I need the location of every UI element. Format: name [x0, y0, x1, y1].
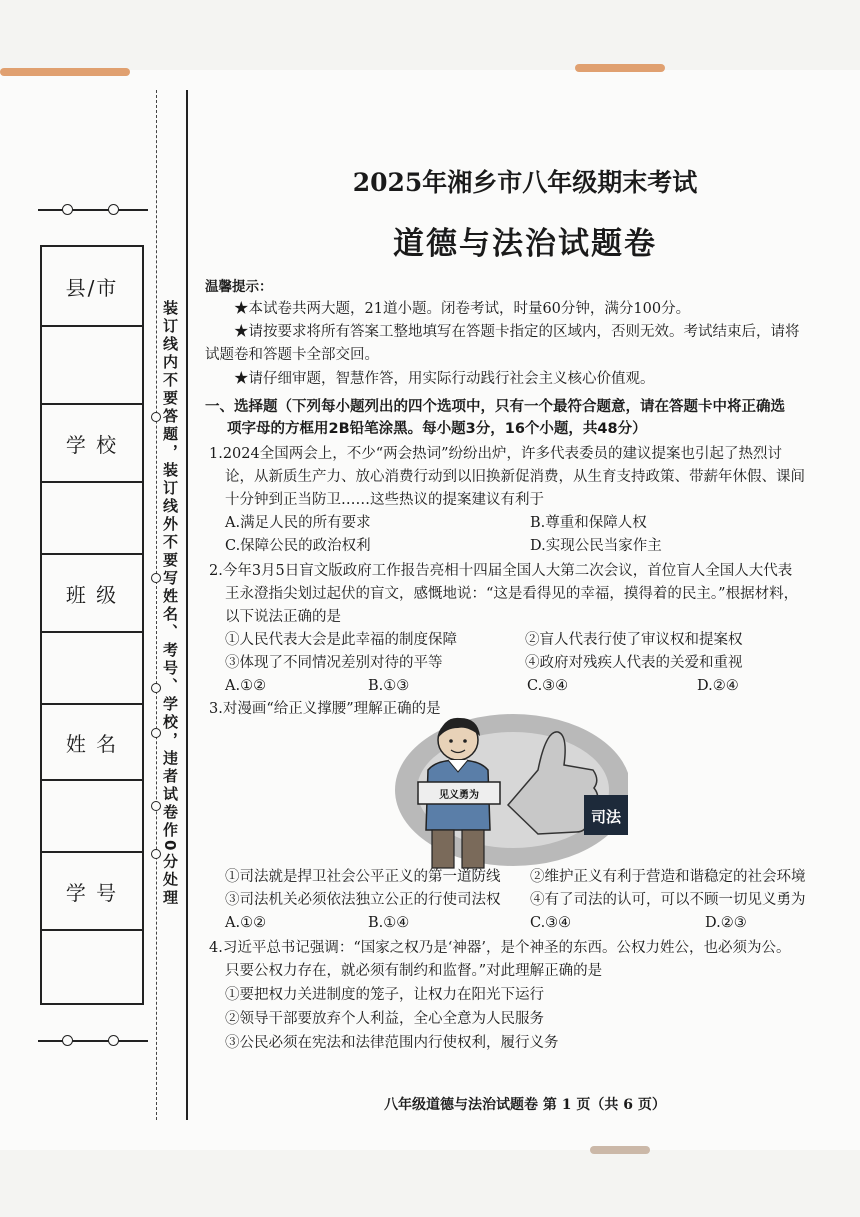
q2-stem: 2.今年3月5日盲文版政府工作报告亮相十四届全国人大第二次会议，首位盲人全国人大代表	[209, 563, 793, 579]
cartoon-sign-text: 见义勇为	[439, 790, 479, 801]
q2-option-b: B.①③	[368, 678, 410, 694]
field-class-label: 班 级	[42, 555, 142, 633]
q3-option-b: B.①④	[368, 915, 410, 931]
q2-statement: ②盲人代表行使了审议权和提案权	[525, 632, 743, 648]
q4-statement: ②领导干部要放弃个人利益，全心全意为人民服务	[225, 1011, 544, 1027]
q1-stem: 十分钟到正当防卫……这些热议的提案建议有利于	[225, 492, 544, 508]
q3-option-c: C.③④	[530, 915, 572, 931]
q1-option-d: D.实现公民当家作主	[530, 538, 662, 554]
binding-line	[186, 90, 188, 1120]
q2-option-d: D.②④	[697, 678, 739, 694]
knot-circle	[108, 204, 119, 215]
field-class-blank[interactable]	[42, 633, 142, 705]
q3-statement: ②维护正义有利于营造和谐稳定的社会环境	[530, 869, 806, 885]
tape-mark-right	[575, 64, 665, 72]
q2-statement: ③体现了不同情况差别对待的平等	[225, 655, 443, 671]
binding-knot-bottom	[38, 1040, 148, 1042]
q2-stem: 以下说法正确的是	[225, 609, 341, 625]
q1-stem: 论，从新质生产力、放心消费行动到以旧换新促消费，从生育支持政策、带薪年休假、课间	[225, 469, 805, 485]
q2-option-c: C.③④	[527, 678, 569, 694]
section-heading: 项字母的方框用2B铅笔涂黑。每小题3分，16个小题，共48分）	[227, 421, 647, 437]
tape-mark-left	[0, 68, 130, 76]
notice-item: ★请按要求将所有答案工整地填写在答题卡指定的区域内，否则无效。考试结束后，请将	[234, 324, 800, 340]
q4-statement: ③公民必须在宪法和法律范围内行使权利，履行义务	[225, 1035, 559, 1051]
notice-item: ★本试卷共两大题，21道小题。闭卷考试，时量60分钟，满分100分。	[234, 301, 691, 317]
notice-item: 试题卷和答题卡全部交回。	[205, 347, 379, 363]
knot-circle	[62, 204, 73, 215]
q3-statement: ④有了司法的认可，可以不顾一切见义勇为	[530, 892, 806, 908]
q1-option-b: B.尊重和保障人权	[530, 515, 647, 531]
q3-stem: 3.对漫画“给正义撑腰”理解正确的是	[209, 701, 441, 717]
knot-circle	[108, 1035, 119, 1046]
q3-option-d: D.②③	[705, 915, 747, 931]
justice-cartoon	[388, 710, 628, 870]
field-county-label: 县/市	[42, 247, 142, 327]
q3-option-a: A.①②	[225, 915, 267, 931]
field-school-blank[interactable]	[42, 483, 142, 555]
notice-label: 温馨提示：	[205, 279, 273, 295]
q1-option-a: A.满足人民的所有要求	[225, 515, 371, 531]
binding-knot-top	[38, 209, 148, 211]
q2-option-a: A.①②	[225, 678, 267, 694]
field-id-label: 学 号	[42, 853, 142, 931]
field-school-label: 学 校	[42, 405, 142, 483]
q4-stem: 只要公权力存在，就必须有制约和监督。”对此理解正确的是	[225, 963, 603, 979]
q4-statement: ①要把权力关进制度的笼子，让权力在阳光下运行	[225, 987, 544, 1003]
cartoon-label-text: 司法	[590, 808, 622, 826]
field-name-label: 姓 名	[42, 705, 142, 781]
seal-dotted-line	[156, 90, 158, 1120]
student-info-table	[40, 245, 144, 1005]
section-heading: 一、选择题（下列每小题列出的四个选项中，只有一个最符合题意，请在答题卡中将正确选	[205, 399, 785, 415]
knot-circle	[62, 1035, 73, 1046]
q2-statement: ④政府对残疾人代表的关爱和重视	[525, 655, 743, 671]
q3-statement: ①司法就是捍卫社会公平正义的第一道防线	[225, 869, 501, 885]
q2-stem: 王永澄指尖划过起伏的盲文，感慨地说：“这是看得见的幸福，摸得着的民主。”根据材料，	[225, 586, 799, 602]
q1-stem: 1.2024全国两会上，不少“两会热词”纷纷出炉，许多代表委员的建议提案也引起了热烈讨	[209, 446, 783, 462]
exam-title: 2025年湘乡市八年级期末考试	[352, 168, 698, 197]
tape-mark-bottom	[590, 1146, 650, 1154]
q4-stem: 4.习近平总书记强调：“国家之权乃是‘神器’，是个神圣的东西。公权力姓公，也必须为公。	[209, 940, 791, 956]
field-county-blank[interactable]	[42, 327, 142, 405]
field-id-blank[interactable]	[42, 931, 142, 1003]
seal-line-notice: 装订线内不要答题，装订线外不要写姓名、考号、学校，违者试卷作0分处理	[161, 300, 179, 908]
field-name-blank[interactable]	[42, 781, 142, 853]
q1-option-c: C.保障公民的政治权利	[225, 538, 371, 554]
q2-statement: ①人民代表大会是此幸福的制度保障	[225, 632, 457, 648]
q3-statement: ③司法机关必须依法独立公正的行使司法权	[225, 892, 501, 908]
notice-item: ★请仔细审题，智慧作答，用实际行动践行社会主义核心价值观。	[234, 371, 655, 387]
exam-subtitle: 道德与法治试题卷	[393, 226, 657, 262]
page-footer: 八年级道德与法治试题卷 第 1 页（共 6 页）	[384, 1097, 666, 1113]
